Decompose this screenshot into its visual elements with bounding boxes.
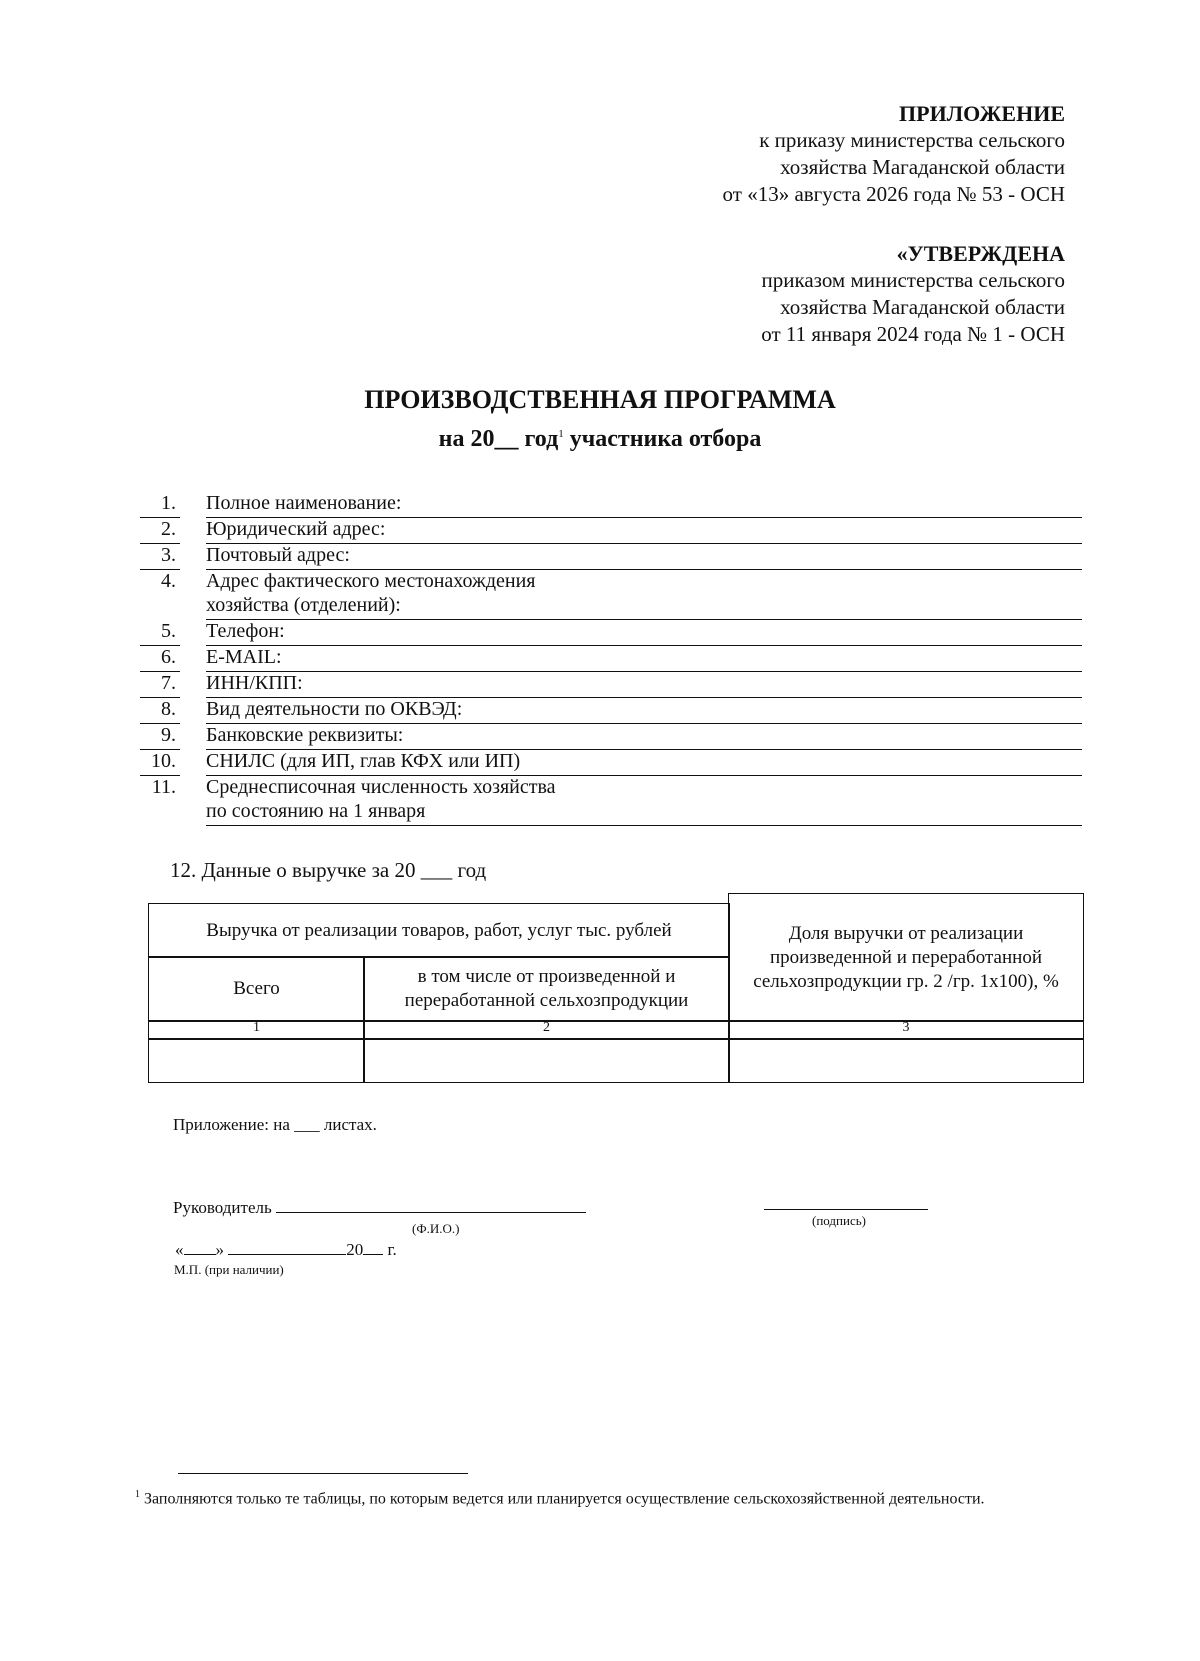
head-label: Руководитель [173, 1198, 272, 1217]
field-label: СНИЛС (для ИП, глав КФХ или ИП) [206, 750, 521, 772]
appendix-title: ПРИЛОЖЕНИЕ [899, 101, 1065, 126]
field-number: 1. [161, 492, 176, 514]
field-label: Телефон: [206, 620, 285, 642]
approved-header [761, 240, 1065, 348]
fields-list [140, 492, 1082, 826]
footnote-mark: 1 [135, 1489, 140, 1500]
field-row[interactable] [140, 646, 1082, 672]
stamp-note: М.П. (при наличии) [174, 1262, 284, 1277]
field-fill-line [206, 825, 1082, 826]
appendix-note: Приложение: на ___ листах. [173, 1115, 377, 1134]
field-row[interactable] [140, 750, 1082, 776]
total-header-cell: Всего [148, 956, 365, 1022]
table-cell-empty[interactable] [363, 1038, 730, 1083]
field-number: 11. [151, 776, 176, 798]
month-blank[interactable] [228, 1242, 346, 1255]
field-label: E-MAIL: [206, 646, 282, 668]
field-number: 10. [151, 750, 176, 772]
subtitle-part-a: на 20__ год [438, 426, 559, 452]
field-label: ИНН/КПП: [206, 672, 303, 694]
share-header-cell: Доля выручки от реализации произведенной и переработанной сельхозпродукции гр. 2 /гр. 1х100), % [728, 893, 1084, 1022]
day-blank[interactable] [184, 1242, 216, 1255]
field-number: 2. [161, 518, 176, 540]
table-cell-empty[interactable] [728, 1038, 1084, 1083]
col-number-2: 2 [363, 1020, 730, 1040]
incl-header-cell: в том числе от произведенной и переработанной сельхозпродукции [363, 956, 730, 1022]
field-label: Вид деятельности по ОКВЭД: [206, 698, 463, 720]
field-number: 7. [161, 672, 176, 694]
col-number-1: 1 [148, 1020, 365, 1040]
approved-line-2: хозяйства Магаданской области [780, 295, 1065, 319]
field-number: 3. [161, 544, 176, 566]
field-number: 8. [161, 698, 176, 720]
date-line[interactable] [175, 1240, 397, 1260]
revenue-table [148, 893, 1084, 1083]
field-row[interactable] [140, 570, 1082, 620]
footnote-separator [178, 1473, 468, 1474]
field-row[interactable] [140, 620, 1082, 646]
signature-block [173, 1198, 586, 1218]
field-number: 4. [161, 570, 176, 592]
field-row[interactable] [140, 776, 1082, 826]
field-label: Юридический адрес: [206, 518, 386, 540]
field-label: Среднесписочная численность хозяйства [206, 776, 556, 798]
field-number: 5. [161, 620, 176, 642]
appendix-line-3: от «13» августа 2026 года № 53 - ОСН [722, 182, 1065, 206]
date-open-quote: « [175, 1240, 184, 1259]
field-number: 6. [161, 646, 176, 668]
year-suffix: г. [383, 1240, 397, 1259]
section-12-heading: 12. Данные о выручке за 20 ___ год [170, 858, 487, 882]
approved-title: «УТВЕРЖДЕНА [896, 241, 1065, 266]
footnote-ref: 1 [558, 428, 564, 440]
field-row[interactable] [140, 698, 1082, 724]
fio-caption: (Ф.И.О.) [412, 1221, 460, 1236]
field-row[interactable] [140, 724, 1082, 750]
appendix-line-1: к приказу министерства сельского [759, 128, 1065, 152]
field-row[interactable] [140, 544, 1082, 570]
approved-line-1: приказом министерства сельского [761, 268, 1065, 292]
field-row[interactable] [140, 492, 1082, 518]
year-prefix: 20 [346, 1240, 364, 1259]
col-number-3: 3 [728, 1020, 1084, 1040]
document-title: ПРОИЗВОДСТВЕННАЯ ПРОГРАММА [364, 385, 836, 414]
approved-line-3: от 11 января 2024 года № 1 - ОСН [761, 322, 1065, 346]
date-close-quote: » [215, 1240, 224, 1259]
field-row[interactable] [140, 518, 1082, 544]
field-label-cont: хозяйства (отделений): [206, 594, 401, 616]
footnote-text: Заполняются только те таблицы, по которым ведется или планируется осуществление сельскохозяйственной деятельности. [140, 1490, 985, 1508]
field-row[interactable] [140, 672, 1082, 698]
signature-line[interactable] [764, 1209, 928, 1210]
document-subtitle [0, 426, 1200, 453]
appendix-header [723, 100, 1065, 208]
revenue-header-cell: Выручка от реализации товаров, работ, услуг тыс. рублей [148, 903, 730, 958]
signature-caption: (подпись) [812, 1213, 866, 1228]
field-label: Банковские реквизиты: [206, 724, 404, 746]
table-cell-empty[interactable] [148, 1038, 365, 1083]
field-label: Полное наименование: [206, 492, 402, 514]
subtitle-part-b: участника отбора [563, 426, 762, 452]
field-number: 9. [161, 724, 176, 746]
year-blank[interactable] [363, 1242, 383, 1255]
field-label-cont: по состоянию на 1 января [206, 800, 426, 822]
field-label: Почтовый адрес: [206, 544, 350, 566]
field-label: Адрес фактического местонахождения [206, 570, 536, 592]
appendix-line-2: хозяйства Магаданской области [780, 155, 1065, 179]
fio-line[interactable] [276, 1198, 586, 1213]
footnote [135, 1482, 1075, 1512]
